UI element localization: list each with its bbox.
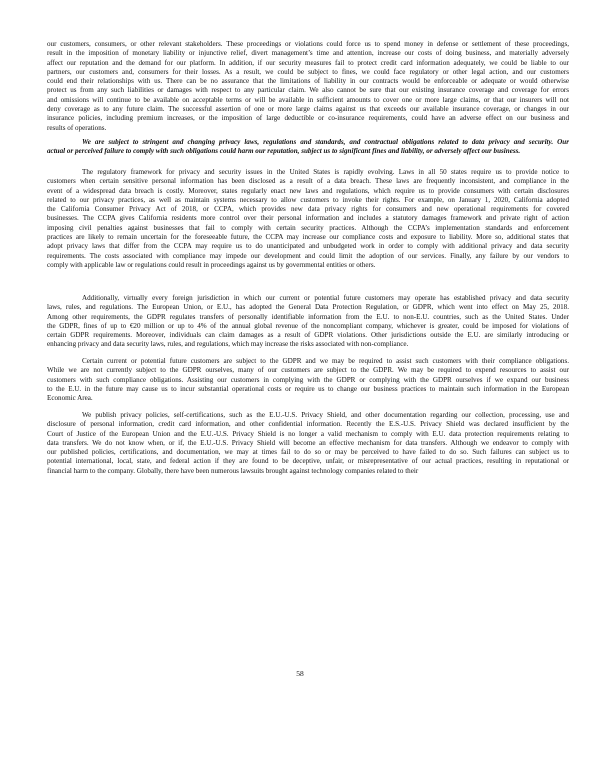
paragraph-privacy-policies-shield <box>47 411 569 476</box>
text-line: our customers, consumers, or other relevant stakeholders. These proceedings or violations could force us to spend money in defense or settlement of these proceedings, <box>47 40 569 48</box>
text-line: customers with such compliance obligations. Assisting our customers in complying with the GDPR or complying with the GDPR ourselves if we expand our business <box>47 375 569 384</box>
text-line: could end their relationships with us. There can be no assurance that the limitations of liability in our contracts would be enforceable or adequate or would otherwise <box>47 77 569 86</box>
text-line: We are subject to stringent and changing privacy laws, regulations and standards, and contractual obligations related to data privacy and security. Our <box>82 138 569 146</box>
text-line: protect us from any such liabilities or damages with respect to any particular claim. We also cannot be sure that our existing insurance coverage and coverage for errors <box>47 86 569 95</box>
page-number: 58 <box>296 669 304 678</box>
text-line: businesses. The CCPA gives California residents more control over their personal information and includes a statutory damages framework and private right of action <box>47 214 569 223</box>
text-line: adopt privacy laws that differ from the CCPA may require us to do unanticipated and unbudgeted work in order to comply with additional privacy and data security <box>47 242 569 251</box>
text-line: affect our reputation and the demand for our platform. In addition, if our security measures fail to protect credit card information adequately, we could be liable to our <box>47 58 569 67</box>
text-line: Among other requirements, the GDPR regulates transfers of personally identifiable information from the E.U. to non-E.U. countries, such as the United States. Under <box>47 312 569 321</box>
text-line: actual or perceived failure to comply with such obligations could harm our reputation, subject us to significant fines and liability, or adversely affect our business. <box>47 147 521 156</box>
text-line: We publish privacy policies, self-certifications, such as the E.U.-U.S. Privacy Shield, and other documentation regarding our collection, processing, use and <box>82 411 569 419</box>
text-line: our published policies, certifications, and documentation, we may at times fail to do so or may be perceived to have failed to do so. Such failures can subject us to <box>47 448 569 457</box>
text-line: While we are not currently subject to the GDPR ourselves, many of our customers are subject to the GDPR. We may be required to expend resources to assist our <box>47 366 569 375</box>
text-line: Certain current or potential future customers are subject to the GDPR and we may be required to assist such customers with their compliance obligations. <box>82 357 569 365</box>
text-line: comply with applicable law or regulations could result in proceedings against us by governmental entities or others. <box>47 260 376 269</box>
text-line: certain GDPR requirements. Moreover, individuals can claim damages as a result of GDPR violations. Other jurisdictions outside the E.U. are similarly introducing or <box>47 331 569 340</box>
paragraph-liability-insurance <box>47 40 569 133</box>
text-line: Economic Area. <box>47 394 93 403</box>
text-line: potential international, local, state, and federal action if they are found to be deceptive, unfair, or misrepresentative of our actual practices, resulting in reputational or <box>47 457 569 466</box>
text-line: insurance policies, including premium increases, or the imposition of large deductible or co-insurance requirements, could have an adverse effect on our business and <box>47 114 569 123</box>
text-line: result in the imposition of monetary liability or injunctive relief, divert management’s time and attention, increase our costs of doing business, and materially adversely <box>47 49 569 58</box>
text-line: deny coverage as to any future claim. The successful assertion of one or more large claims against us that exceeds our available insurance coverage, or changes in our <box>47 105 569 114</box>
text-line: imposing civil penalties against businesses that fail to comply with certain security practices. Although the CCPA’s implementation standards and enforcement <box>47 223 569 232</box>
text-line: related to our privacy practices, as well as maintain systems necessary to allow customers to invoke their rights. For example, on January 1, 2020, California adopted <box>47 195 569 204</box>
text-line: Court of Justice of the European Union and the E.U.-U.S. Privacy Shield is no longer a valid mechanism to comply with E.U. data protection requirements relating to <box>47 429 569 438</box>
paragraph-gdpr-customers <box>47 357 569 403</box>
text-line: and omissions will continue to be available on acceptable terms or will be available in sufficient amounts to cover one or more large claims, or that our insurers will not <box>47 95 569 104</box>
text-line: requirements. The costs associated with compliance may impede our development and could limit the adoption of our services. Finally, any failure by our vendors to <box>47 251 569 260</box>
text-line: financial harm to the company. Globally, there have been numerous lawsuits brought against technology companies related to their <box>47 466 419 475</box>
text-line: customers when certain sensitive personal information has been disclosed as a result of a data breach. These laws are frequently inconsistent, and compliance in the <box>47 177 569 186</box>
text-line: partners, our customers and, consumers for their losses. As a result, we could be subject to fines, we could face regulatory or other legal action, and our customers <box>47 67 569 76</box>
text-line: the California Consumer Privacy Act of 2018, or CCPA, which provides new data privacy rights for consumers and new operational requirements for covered <box>47 205 569 214</box>
text-line: The regulatory framework for privacy and security issues in the United States is rapidly evolving. Laws in all 50 states require us to provide notice to <box>82 168 569 176</box>
risk-factor-heading-privacy <box>47 138 569 157</box>
text-line: practices are likely to remain uncertain for the foreseeable future, the CCPA may increase our compliance costs and exposure to liability. More so, additional states that <box>47 233 569 242</box>
text-line: enhancing privacy and data security laws, rules, and regulations, which may increase the risks associated with non-compliance. <box>47 340 409 349</box>
paragraph-us-privacy-framework <box>47 168 569 270</box>
text-line: disclosure of personal information, credit card information, and other confidential information. Recently the E.S.-U.S. Privacy Shield was declared insufficient by the <box>47 420 569 429</box>
text-line: Additionally, virtually every foreign jurisdiction in which our current or potential future customers may operate has established privacy and data security <box>82 294 569 302</box>
paragraph-foreign-jurisdictions-gdpr <box>47 294 569 350</box>
text-line: the GDPR, fines of up to €20 million or up to 4% of the annual global revenue of the noncompliant company, whichever is greater, could be imposed for violations of <box>47 321 569 330</box>
text-line: event of a widespread data breach is costly. Moreover, states regularly enact new laws and regulations, which require us to provide consumers with certain disclosures <box>47 186 569 195</box>
text-line: laws, rules, and regulations. The European Union, or E.U., has adopted the General Data Protection Regulation, or GDPR, which went into effect on May 25, 2018. <box>47 303 569 312</box>
text-line: to the E.U. in the future may cause us to incur substantial operational costs or require us to change our business practices to maintain such information in the European <box>47 384 569 393</box>
text-line: results of operations. <box>47 123 107 132</box>
text-line: data transfers. We do not know when, or if, the E.U.-U.S. Privacy Shield will become an effective mechanism for data transfers. Although we endeavor to comply with <box>47 438 569 447</box>
